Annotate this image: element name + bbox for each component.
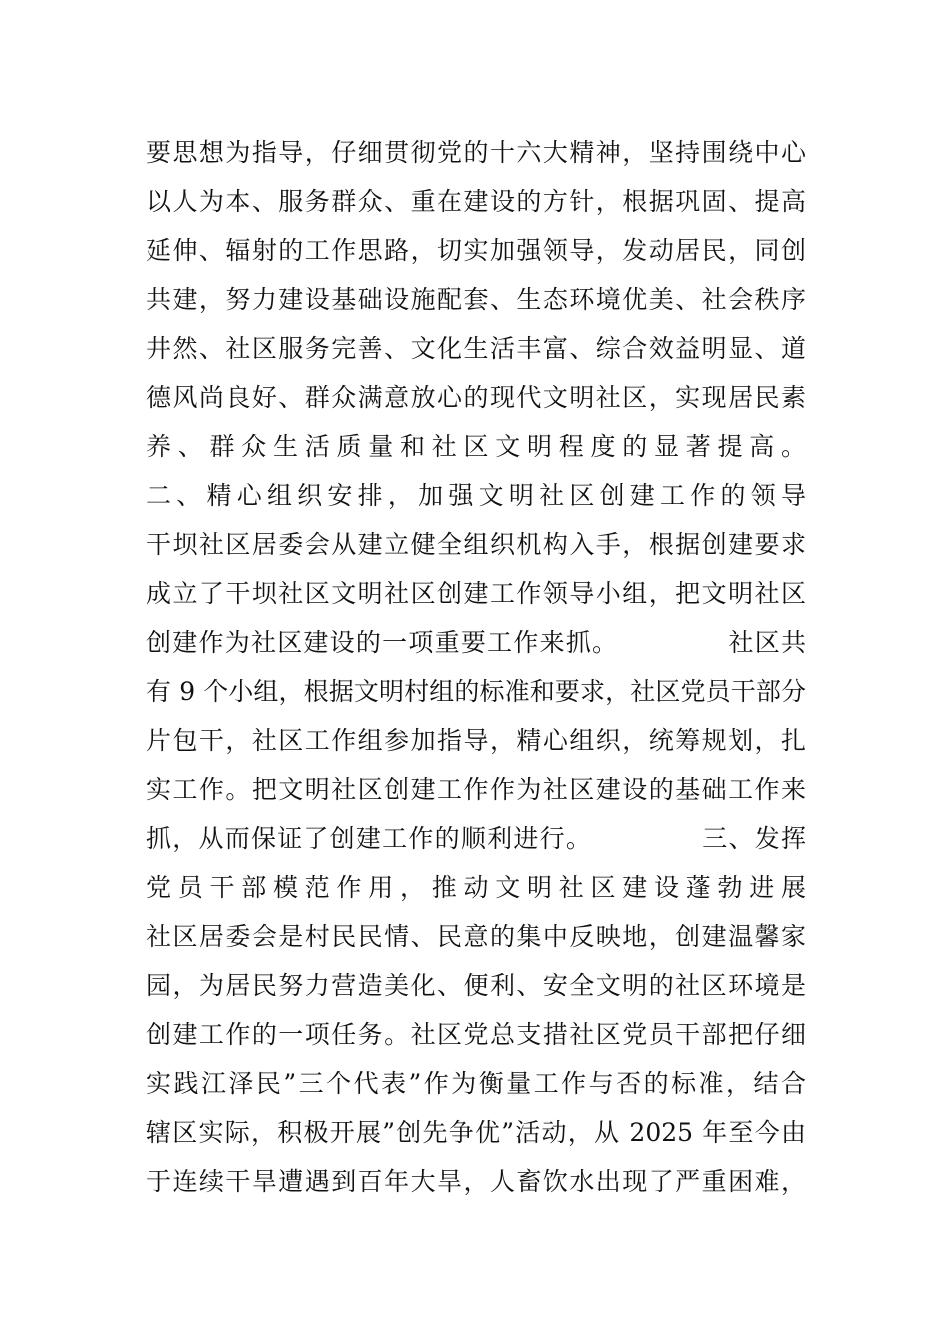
text-line: 创建作为社区建设的一项重要工作来抓。 社区共: [146, 628, 806, 657]
text-line: 片包干，社区工作组参加指导，精心组织，统筹规划，扎: [146, 726, 806, 755]
text-line: 抓，从而保证了创建工作的顺利进行。 三、发挥: [146, 824, 806, 853]
text-line: 创建工作的一项任务。社区党总支措社区党员干部把仔细: [146, 1020, 806, 1049]
section-heading-line: 党员干部模范作用，推动文明社区建设蓬勃进展: [146, 873, 806, 902]
text-line: 共建，努力建设基础设施配套、生态环境优美、社会秩序: [146, 285, 806, 314]
text-line: 成立了干坝社区文明社区创建工作领导小组，把文明社区: [146, 579, 806, 608]
text-line: 实工作。把文明社区创建工作作为社区建设的基础工作来: [146, 775, 806, 804]
text-line: 实践江泽民”三个代表”作为衡量工作与否的标准，结合: [146, 1069, 806, 1098]
text-line: 于连续干旱遭遇到百年大旱，人畜饮水出现了严重困难，: [146, 1167, 806, 1196]
text-line: 辖区实际，积极开展”创先争优”活动，从 2025 年至今由: [146, 1118, 806, 1147]
text-line: 养、群众生活质量和社区文明程度的显著提高。: [146, 432, 806, 461]
text-line: 有 9 个小组，根据文明村组的标准和要求，社区党员干部分: [146, 677, 806, 706]
text-line: 要思想为指导，仔细贯彻党的十六大精神，坚持围绕中心: [146, 138, 806, 167]
text-line: 干坝社区居委会从建立健全组织机构入手，根据创建要求: [146, 530, 806, 559]
section-heading-line: 二、精心组织安排，加强文明社区创建工作的领导: [146, 481, 806, 510]
text-line: 以人为本、服务群众、重在建设的方针，根据巩固、提高: [146, 187, 806, 216]
text-line: 园，为居民努力营造美化、便利、安全文明的社区环境是: [146, 971, 806, 1000]
body-text: [146, 128, 806, 1206]
text-line: 井然、社区服务完善、文化生活丰富、综合效益明显、道: [146, 334, 806, 363]
text-line: 社区居委会是村民民情、民意的集中反映地，创建温馨家: [146, 922, 806, 951]
text-line: 德风尚良好、群众满意放心的现代文明社区，实现居民素: [146, 383, 806, 412]
text-line: 延伸、辐射的工作思路，切实加强领导，发动居民，同创: [146, 236, 806, 265]
